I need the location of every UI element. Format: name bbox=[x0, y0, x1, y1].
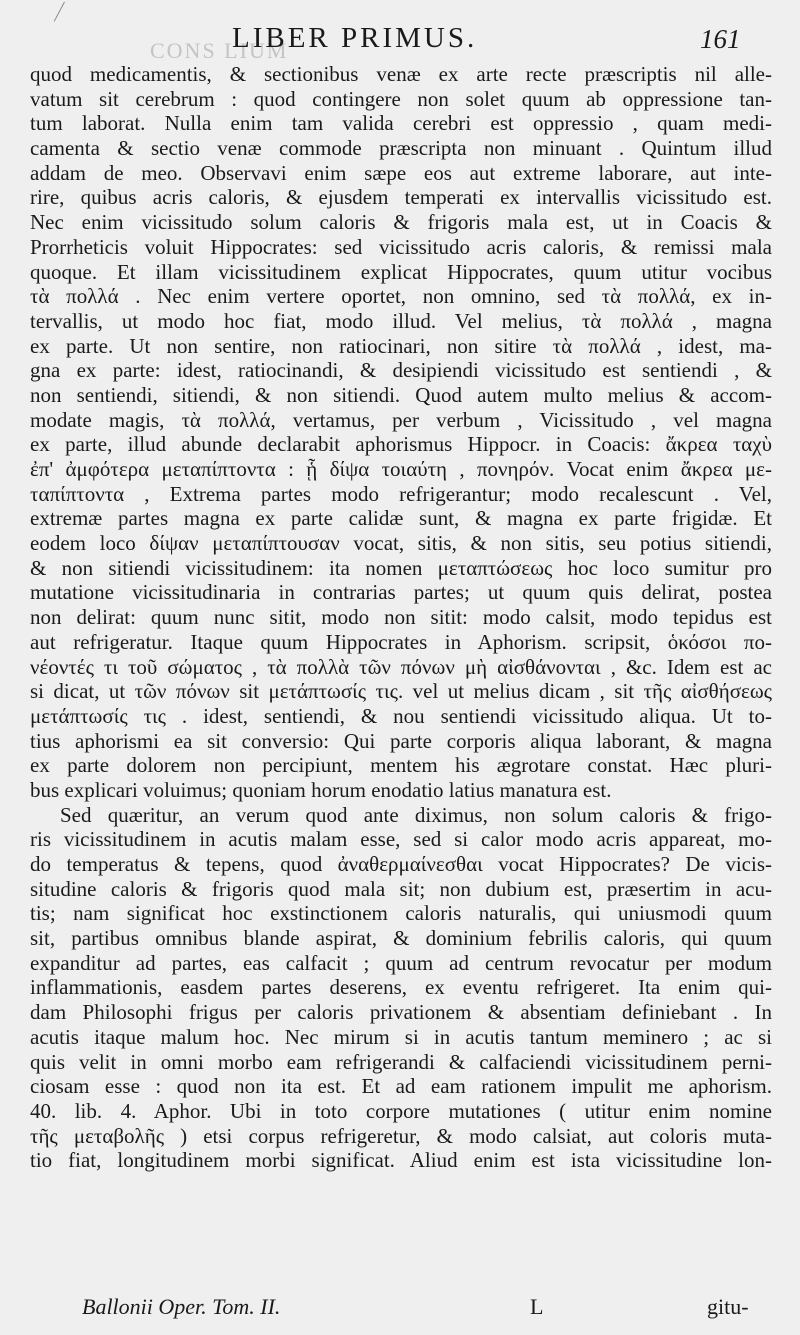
text-line: modate magis, τὰ πολλά, vertamus, per verbum , Vicissitudo , vel magna bbox=[30, 407, 772, 432]
text-line: tum laborat. Nulla enim tam valida cerebri est oppressio , quam medi- bbox=[30, 111, 772, 136]
text-line: addam de meo. Observavi enim sæpe eos aut extreme laborare, aut inte- bbox=[30, 160, 772, 185]
signature-line: Ballonii Oper. Tom. II. bbox=[82, 1294, 281, 1319]
text-line: camenta & sectio venæ commode præscripta non minuant . Quintum illud bbox=[30, 136, 772, 161]
text-line: mutatione vicissitudinaria in contrarias partes; ut quum quis delirat, postea bbox=[30, 580, 772, 605]
text-line: quis velit in omni morbo eam refrigerandi & calfaciendi vicissitudinem perni- bbox=[30, 1049, 772, 1074]
text-line: extremæ partes magna ex parte calidæ sunt, & magna ex parte frigidæ. Et bbox=[30, 506, 772, 531]
text-line: τῆς μεταβολῆς ) etsi corpus refrigeretur, & modo calsiat, aut coloris muta- bbox=[30, 1123, 772, 1148]
text-line: τὰ πολλά . Nec enim vertere oportet, non omnino, sed τὰ πολλά, ex in- bbox=[30, 284, 772, 309]
text-line: sit, partibus omnibus blande aspirat, & dominium febrilis caloris, qui quum bbox=[30, 926, 772, 951]
text-line: expanditur ad partes, eas calfacit ; quum ad centrum revocatur per modum bbox=[30, 950, 772, 975]
text-line: tis; nam significat hoc exstinctionem caloris naturalis, qui uniusmodi quum bbox=[30, 901, 772, 926]
text-line: tio fiat, longitudinem morbi significat. Aliud enim est ista vicissitudine lon- bbox=[30, 1148, 772, 1173]
text-line: aut refrigeratur. Itaque quum Hippocrates in Aphorism. scripsit, ὁκόσοι πο- bbox=[30, 629, 772, 654]
page-footer bbox=[82, 1294, 772, 1324]
text-line: ris vicissitudinem in acutis malam esse, sed si calor modo acris appareat, mo- bbox=[30, 827, 772, 852]
text-line: bus explicari voluimus; quoniam horum enodatio latius manatura est. bbox=[30, 777, 612, 802]
page-number: 161 bbox=[700, 24, 741, 54]
catchword: gitu- bbox=[707, 1294, 749, 1319]
text-line: si dicat, ut τῶν πόνων sit μετάπτωσίς τις. vel ut melius dicam , sit τῆς αἰσθήσεως bbox=[30, 679, 772, 704]
body-text bbox=[30, 62, 772, 1173]
text-line: 40. lib. 4. Aphor. Ubi in toto corpore mutationes ( utitur enim nomine bbox=[30, 1098, 772, 1123]
page-header bbox=[0, 22, 800, 62]
text-line: situdine caloris & frigoris quod mala sit; non dubium est, præsertim in acu- bbox=[30, 876, 772, 901]
running-title: LIBER PRIMUS. bbox=[232, 22, 478, 54]
text-line: ἐπ' ἀμφότερα μεταπίπτοντα : ᾗ δίψα τοιαύτη , πονηρόν. Vocat enim ἄκρεα με- bbox=[30, 457, 772, 481]
text-line: acutis itaque malum hoc. Nec mirum si in acutis tantum meminero ; ac si bbox=[30, 1024, 772, 1049]
text-line: ex parte dolorem non percipiunt, mentem his ægrotare constat. Hæc pluri- bbox=[30, 753, 772, 778]
text-line: tius aphorismi ea sit conversio: Qui parte corporis aliqua laborant, & magna bbox=[30, 728, 772, 753]
text-line: eodem loco δίψαν μεταπίπτουσαν vocat, sitis, & non sitis, seu potius sitiendi, bbox=[30, 531, 772, 556]
text-line: & non sitiendi vicissitudinem: ita nomen μεταπτώσεως hoc loco sumitur pro bbox=[30, 555, 772, 580]
text-line: quod medicamentis, & sectionibus venæ ex arte recte præscriptis nil alle- bbox=[30, 62, 772, 86]
text-line: ex parte, illud abunde declarabit aphorismus Hippocr. in Coacis: ἄκρεα ταχὺ bbox=[30, 432, 772, 457]
text-line: Sed quæritur, an verum quod ante diximus, non solum caloris & frigo- bbox=[60, 802, 772, 827]
bleed-through-text: CONS LIUM bbox=[150, 38, 289, 63]
text-line: non sentiendi, sitiendi, & non sitiendi. Quod autem multo melius & accom- bbox=[30, 382, 772, 407]
text-line: non delirat: quum nunc sitit, modo non sitit: modo calsit, modo tepidus est bbox=[30, 605, 772, 630]
text-line: μετάπτωσίς τις . idest, sentiendi, & nou sentiendi vicissitudo aliqua. Ut to- bbox=[30, 703, 772, 728]
signature-mark: L bbox=[530, 1294, 544, 1319]
text-line: Nec enim vicissitudo solum caloris & frigoris mala est, ut in Coacis & bbox=[30, 210, 772, 235]
text-line: vatum sit cerebrum : quod contingere non solet quum ab oppressione tan- bbox=[30, 86, 772, 111]
text-line: quoque. Et illam vicissitudinem explicat Hippocrates, quum utitur vocibus bbox=[30, 259, 772, 284]
text-line: do temperatus & tepens, quod ἀναθερμαίνεσθαι vocat Hippocrates? De vicis- bbox=[30, 852, 772, 876]
text-line: tervallis, ut modo hoc fiat, modo illud. Vel melius, τὰ πολλά , magna bbox=[30, 308, 772, 333]
text-line: gna ex parte: idest, ratiocinandi, & desipiendi vicissitudo est sentiendi , & bbox=[30, 358, 772, 383]
text-line: ex parte. Ut non sentire, non ratiocinari, non sitire τὰ πολλά , idest, ma- bbox=[30, 333, 772, 358]
text-line: rire, quibus acris caloris, & ejusdem temperati ex intervallis vicissitudo est. bbox=[30, 185, 772, 210]
text-line: Prorrheticis voluit Hippocrates: sed vicissitudo acris caloris, & remissi mala bbox=[30, 234, 772, 259]
text-line: ταπίπτοντα , Extrema partes modo refrigerantur; modo recalescunt . Vel, bbox=[30, 481, 772, 506]
text-line: νέοντές τι τοῦ σώματος , τὰ πολλὰ τῶν πόνων μὴ αἰσθάνονται , &c. Idem est ac bbox=[30, 654, 772, 679]
text-line: inflammationis, easdem partes deserens, ex eventu refrigeret. Ita enim qui- bbox=[30, 975, 772, 1000]
text-line: dam Philosophi frigus per caloris privationem & absentiam definiebant . In bbox=[30, 1000, 772, 1025]
text-line: ciosam esse : quod non ita est. Et ad eam rationem impulit me aphorism. bbox=[30, 1074, 772, 1099]
